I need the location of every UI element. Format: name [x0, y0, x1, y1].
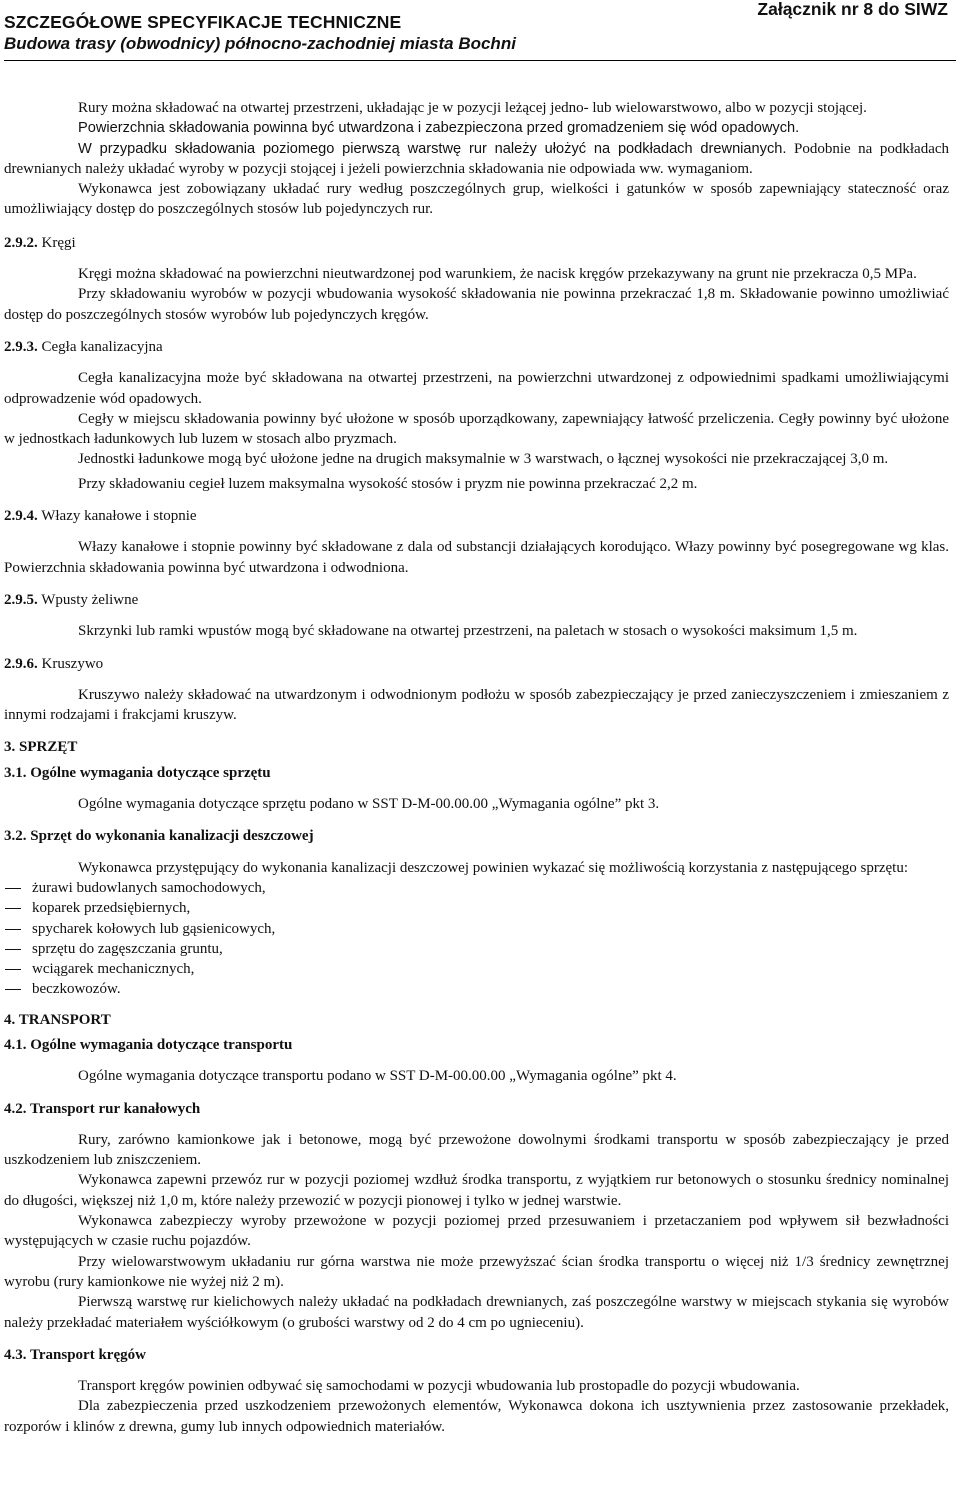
paragraph: Kruszywo należy składować na utwardzonym i odwodnionym podłożu w sposób zabezpieczający je przed zanieczyszczeniem i zmieszaniem z innymi rodzajami i frakcjami kruszyw. — [4, 686, 949, 724]
section-heading — [4, 506, 949, 526]
section-number: 2.9.3. — [4, 338, 38, 355]
section-heading: 4.3. Transport kręgów — [4, 1346, 146, 1363]
paragraph: Transport kręgów powinien odbywać się samochodami w pozycji wbudowania lub prostopadle do pozycji wbudowania. — [78, 1378, 800, 1395]
chapter-heading: 3. SPRZĘT — [4, 739, 78, 756]
section-number: 2.9.6. — [4, 655, 38, 672]
section-heading — [4, 590, 949, 610]
section-heading — [4, 654, 949, 674]
section-heading: 3.2. Sprzęt do wykonania kanalizacji deszczowej — [4, 828, 314, 845]
paragraph: Wykonawca zabezpieczy wyroby przewożone w pozycji poziomej przed przesuwaniem i przetaczaniem pod wpływem sił bezwładności występujących w czasie ruchu pojazdów. — [4, 1213, 949, 1250]
header-divider — [4, 60, 956, 61]
section-heading — [4, 233, 949, 253]
section-title: Kręgi — [37, 234, 76, 251]
section-number: 2.9.5. — [4, 591, 38, 608]
attachment-label: Załącznik nr 8 do SIWZ — [757, 0, 948, 19]
paragraph: Rury można składować na otwartej przestrzeni, układając je w pozycji leżącej jedno- lub wielowarstwowo, albo w pozycji stojącej. — [78, 100, 867, 116]
section-title: Włazy kanałowe i stopnie — [37, 508, 197, 525]
section-title: Wpusty żeliwne — [37, 591, 139, 608]
paragraph — [4, 139, 949, 180]
paragraph: Pierwszą warstwę rur kielichowych należy układać na podkładach drewnianych, zaś poszczególne warstwy w miejscach stykania się wyrobów należy przekładać materiałem wyściółkowym (o grubości warstwy od 2 do 4 cm po ugnieceniu). — [4, 1294, 949, 1331]
list-item: beczkowozów. — [4, 979, 949, 999]
list-item: sprzętu do zagęszczania gruntu, — [4, 939, 949, 959]
section-title: Cegła kanalizacyjna — [37, 338, 163, 355]
paragraph: Jednostki ładunkowe mogą być ułożone jedne na drugich maksymalnie w 3 warstwach, o łącznej wysokości nie przekraczającej 3,0 m. — [78, 451, 889, 468]
document-body — [4, 98, 949, 1437]
paragraph: Ogólne wymagania dotyczące transportu podano w SST D-M-00.00.00 „Wymagania ogólne” pkt 4. — [78, 1068, 677, 1085]
document-title: SZCZEGÓŁOWE SPECYFIKACJE TECHNICZNE — [4, 12, 402, 32]
paragraph: Wykonawca przystępujący do wykonania kanalizacji deszczowej powinien wykazać się możliwością korzystania z następującego sprzętu: — [78, 859, 909, 876]
paragraph-part: W przypadku składowania poziomego pierwszą warstwę rur należy ułożyć na podkładach drewnianych. — [78, 140, 787, 157]
paragraph: Przy składowaniu wyrobów w pozycji wbudowania wysokość składowania nie powinna przekraczać 1,8 m. Składowanie powinno umożliwiać dostęp do poszczególnych stosów wyrobów lub pojedynczych kręgów. — [4, 286, 949, 323]
paragraph: Rury, zarówno kamionkowe jak i betonowe, mogą być przewożone dowolnymi środkami transportu w sposób zabezpieczający je przed uszkodzeniem lub zniszczeniem. — [4, 1131, 949, 1169]
paragraph: Kręgi można składować na powierzchni nieutwardzonej pod warunkiem, że nacisk kręgów przekazywany na grunt nie przekracza 0,5 MPa. — [78, 266, 917, 283]
section-heading: 3.1. Ogólne wymagania dotyczące sprzętu — [4, 764, 271, 781]
list-item: spycharek kołowych lub gąsienicowych, — [4, 919, 949, 939]
paragraph: Cegły w miejscu składowania powinny być ułożone w sposób uporządkowany, zapewniający łatwość przeliczenia. Cegły powinny być ułożone w jednostkach ładunkowych lub luzem w stosach albo pryzmach. — [4, 410, 949, 448]
list-item: wciągarek mechanicznych, — [4, 959, 949, 979]
paragraph: Skrzynki lub ramki wpustów mogą być składowane na otwartej przestrzeni, na paletach w stosach o wysokości maksimum 1,5 m. — [78, 623, 858, 640]
list-item: żurawi budowlanych samochodowych, — [4, 878, 949, 898]
section-number: 2.9.4. — [4, 508, 38, 525]
paragraph: Przy wielowarstwowym układaniu rur górna warstwa nie może przewyższać ścian środka transportu o więcej niż 1/3 średnicy zewnętrznej wyrobu (rury kamionkowe nie wyżej niż 2 m). — [4, 1253, 949, 1290]
paragraph: Cegła kanalizacyjna może być składowana na otwartej przestrzeni, na powierzchni utwardzonej z odpowiednimi spadkami umożliwiającymi odprowadzenie wód opadowych. — [4, 370, 949, 407]
section-heading: 4.2. Transport rur kanałowych — [4, 1100, 201, 1117]
paragraph: Włazy kanałowe i stopnie powinny być składowane z dala od substancji działających korodująco. Włazy powinny być posegregowane wg klas. Powierzchnia składowania powinna być utwardzona i odwodniona. — [4, 539, 949, 576]
section-title: Kruszywo — [37, 655, 104, 672]
paragraph: Dla zabezpieczenia przed uszkodzeniem przewożonych elementów, Wykonawca dokona ich usztywnienia przez zastosowanie przekładek, rozporów i klinów z drewna, gumy lub innych odpowiednich materiałów. — [4, 1398, 949, 1435]
paragraph: Ogólne wymagania dotyczące sprzętu podano w SST D-M-00.00.00 „Wymagania ogólne” pkt 3. — [78, 796, 660, 813]
list-item: koparek przedsiębiernych, — [4, 898, 949, 918]
page-header — [0, 0, 960, 62]
paragraph: Przy składowaniu cegieł luzem maksymalna wysokość stosów i pryzm nie powinna przekraczać 2,2 m. — [78, 475, 698, 492]
section-number: 2.9.2. — [4, 234, 38, 251]
section-heading — [4, 337, 949, 357]
paragraph: Wykonawca zapewni przewóz rur w pozycji poziomej wzdłuż środka transportu, z wyjątkiem rur betonowych o stosunku średnicy nominalnej do długości, większej niż 1,0 m, które należy przewozić w pozycji pionowej i tylko w jednej warstwie. — [4, 1172, 949, 1209]
project-subtitle: Budowa trasy (obwodnicy) północno-zachodniej miasta Bochni — [4, 34, 516, 53]
paragraph: Wykonawca jest zobowiązany układać rury według poszczególnych grup, wielkości i gatunków w sposób zapewniający stateczność oraz umożliwiający dostęp do poszczególnych stosów lub pojedynczych rur. — [4, 181, 949, 218]
paragraph: Powierzchnia składowania powinna być utwardzona i zabezpieczona przed gromadzeniem się wód opadowych. — [78, 120, 800, 137]
chapter-heading: 4. TRANSPORT — [4, 1011, 111, 1028]
section-heading: 4.1. Ogólne wymagania dotyczące transportu — [4, 1036, 293, 1053]
equipment-list — [4, 878, 949, 1000]
paragraph-part: Podobnie na podkładach drewnianych należy układać wyroby w pozycji stojącej i jeżeli powierzchnia składowania nie odpowiada ww. wymaganiom. — [4, 140, 950, 177]
